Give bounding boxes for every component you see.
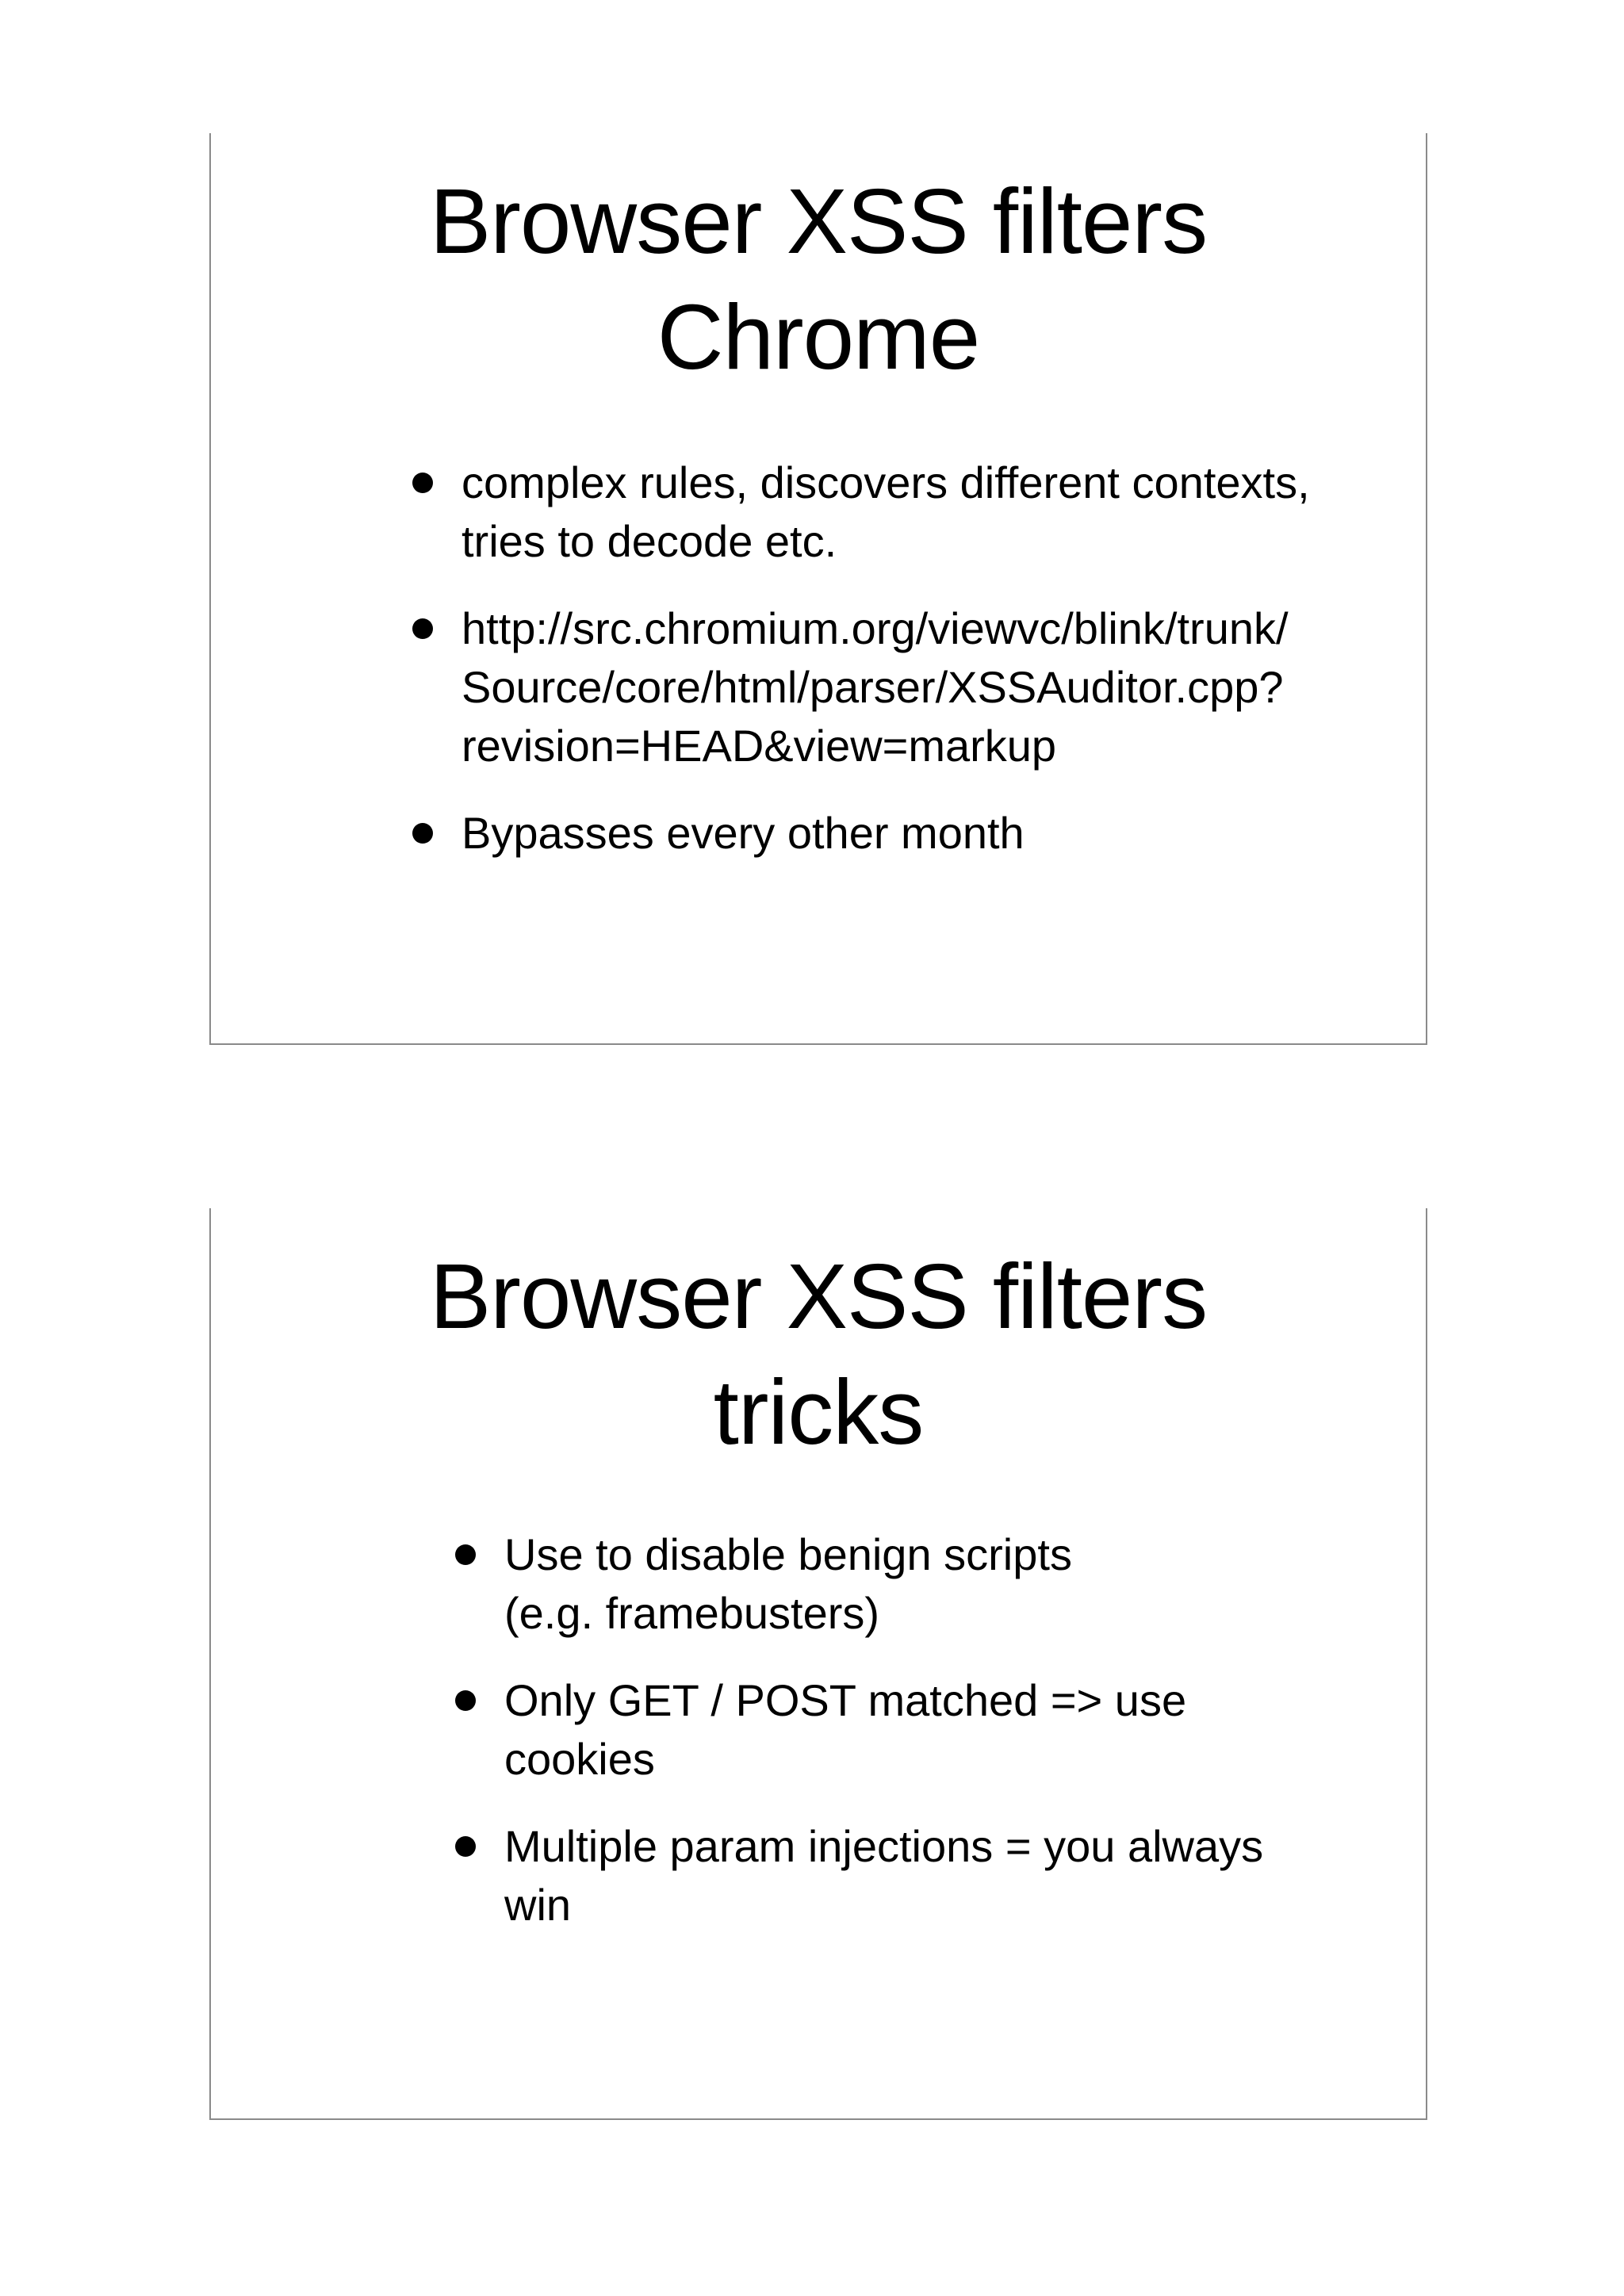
bullet-list: [417, 453, 1369, 891]
slide-tricks: [209, 1208, 1427, 2120]
slide-title: Browser XSS filters tricks: [429, 1245, 1208, 1464]
bullet-item: complex rules, discovers different contexts, tries to decode etc.: [417, 453, 1369, 571]
bullet-item: Bypasses every other month: [417, 804, 1369, 863]
slide-chrome: [209, 133, 1427, 1045]
bullet-item: Only GET / POST matched => use cookies: [460, 1671, 1348, 1789]
bullet-list: [460, 1525, 1348, 1963]
slide-title: Browser XSS filters Chrome: [429, 170, 1208, 388]
bullet-item: http://src.chromium.org/viewvc/blink/trunk/ Source/core/html/parser/XSSAuditor.cpp? revision=HEAD&view=markup: [417, 599, 1369, 775]
bullet-item: Use to disable benign scripts (e.g. framebusters): [460, 1525, 1348, 1643]
bullet-item: Multiple param injections = you always win: [460, 1817, 1348, 1934]
